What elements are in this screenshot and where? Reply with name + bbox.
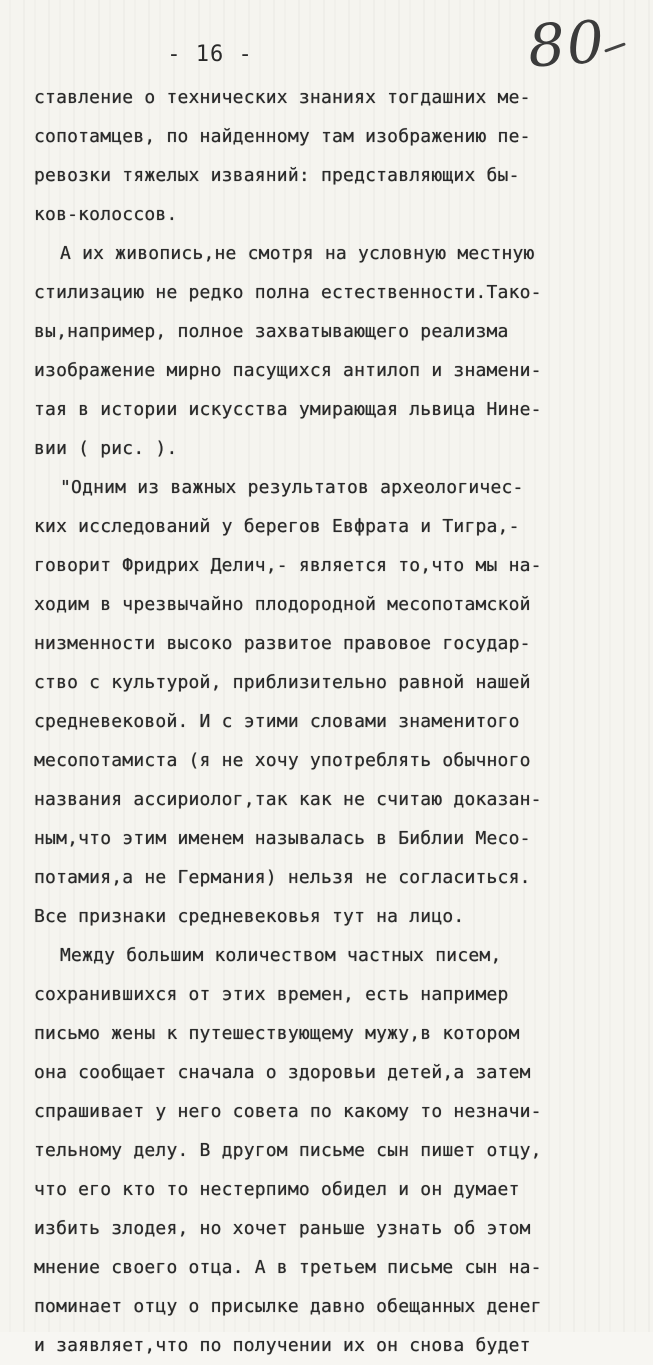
text-line: тельному делу. В другом письме сын пишет отцу, [34, 1140, 542, 1161]
text-line: избить злодея, но хочет раньше узнать об этом [34, 1218, 531, 1239]
text-line: вы,например, полное захватывающего реализма [34, 321, 509, 342]
text-line: потамия,а не Германия) нельзя не согласиться. [34, 867, 531, 888]
text-line: она сообщает сначала о здоровьи детей,а затем [34, 1062, 531, 1083]
text-line: изображение мирно пасущихся антилоп и знамени- [34, 360, 542, 381]
typewritten-text [34, 78, 646, 1365]
text-line: средневековой. И с этими словами знаменитого [34, 711, 520, 732]
folio-mark [604, 42, 626, 52]
text-line: тая в истории искусства умирающая львица Нине- [34, 399, 542, 420]
text-line: ревозки тяжелых изваяний: представляющих бы- [34, 165, 520, 186]
text-line: спрашивает у него совета по какому то незначи- [34, 1101, 542, 1122]
text-line: поминает отцу о присылке давно обещанных денег [34, 1296, 542, 1317]
text-line: низменности высоко развитое правовое государ- [34, 633, 531, 654]
text-line: вии ( рис. ). [34, 438, 178, 459]
paragraph-start-line: А их живопись,не смотря на условную местную [60, 243, 535, 264]
text-line: мнение своего отца. А в третьем письме сын на- [34, 1257, 542, 1278]
paragraph-start-line: "Одним из важных результатов археологичес- [60, 477, 524, 498]
paragraph-start-line: Между большим количеством частных писем, [60, 945, 502, 966]
text-line: ков-колоссов. [34, 204, 178, 225]
handwritten-folio-number: 80 [525, 7, 609, 81]
text-line: письмо жены к путешествующему мужу,в котором [34, 1023, 520, 1044]
text-line: названия ассириолог,так как не считаю доказан- [34, 789, 542, 810]
text-line: и заявляет,что по получении их он снова будет [34, 1335, 531, 1356]
page-number: - 16 - [167, 42, 253, 67]
text-line: сохранившихся от этих времен, есть например [34, 984, 509, 1005]
text-line: что его кто то нестерпимо обидел и он думает [34, 1179, 520, 1200]
text-line: ставление о технических знаниях тогдашних ме- [34, 87, 531, 108]
text-line: сопотамцев, по найденному там изображению пе- [34, 126, 531, 147]
text-line: ких исследований у берегов Евфрата и Тигра,- [34, 516, 520, 537]
text-line: ство с культурой, приблизительно равной нашей [34, 672, 531, 693]
text-line: месопотамиста (я не хочу употреблять обычного [34, 750, 531, 771]
text-line: Все признаки средневековья тут на лицо. [34, 906, 465, 927]
text-line: стилизацию не редко полна естественности.Тако- [34, 282, 542, 303]
text-line: говорит Фридрих Делич,- является то,что мы на- [34, 555, 542, 576]
text-line: ходим в чрезвычайно плодородной месопотамской [34, 594, 531, 615]
text-line: ным,что этим именем называлась в Библии Месо- [34, 828, 531, 849]
